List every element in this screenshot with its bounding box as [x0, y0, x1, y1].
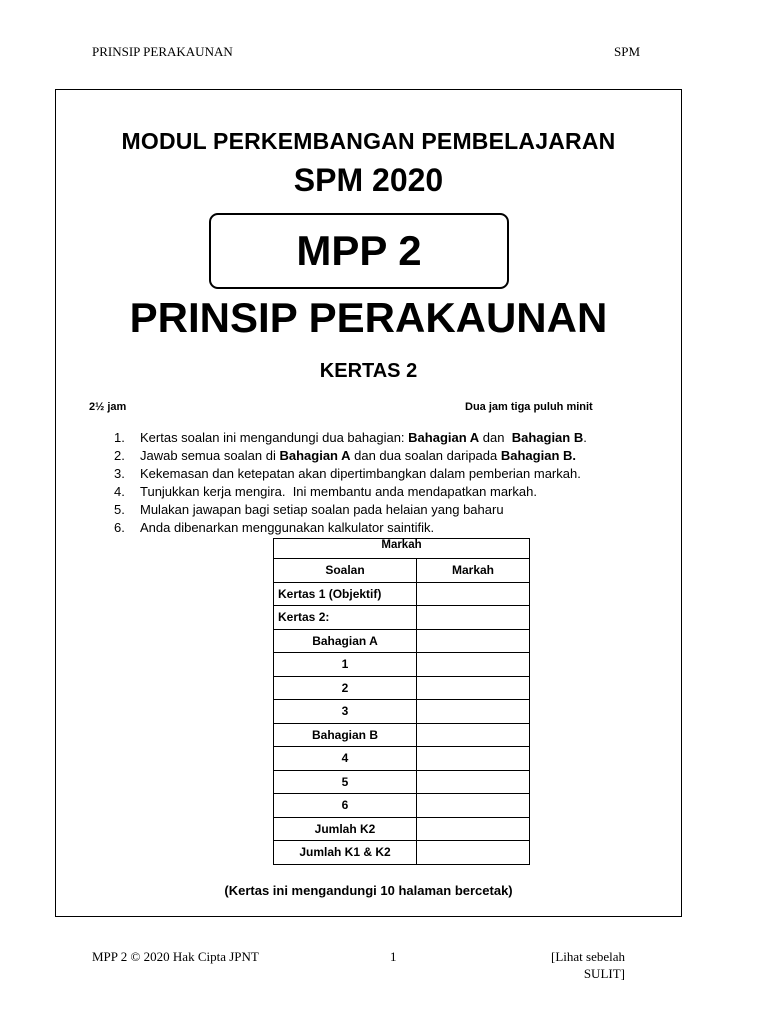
table-row: 5 — [274, 770, 530, 794]
exam-year-title: SPM 2020 — [293, 162, 444, 198]
duration-long: Dua jam tiga puluh minit — [465, 401, 593, 413]
instruction-item: 1. Kertas soalan ini mengandungi dua bahagian: Bahagian A dan Bahagian B. — [114, 430, 587, 445]
marks-cell[interactable] — [417, 629, 530, 653]
footer-copyright: MPP 2 © 2020 Hak Cipta JPNT — [92, 949, 259, 964]
running-header-subject: PRINSIP PERAKAUNAN — [92, 44, 233, 59]
table-row: Kertas 1 (Objektif) — [274, 582, 530, 606]
column-header-question: Soalan — [274, 559, 417, 583]
marks-cell[interactable] — [417, 582, 530, 606]
marks-cell[interactable] — [417, 700, 530, 724]
instruction-item: 4. Tunjukkan kerja mengira. Ini membantu anda mendapatkan markah. — [114, 484, 537, 499]
marks-cell[interactable] — [417, 606, 530, 630]
table-row: 2 — [274, 676, 530, 700]
subject-title: PRINSIP PERAKAUNAN — [129, 294, 608, 341]
footer-turn-over: [Lihat sebelah SULIT] — [551, 949, 625, 981]
table-row: 3 — [274, 700, 530, 724]
marks-cell[interactable] — [417, 817, 530, 841]
table-row: 6 — [274, 794, 530, 818]
page-number: 1 — [390, 949, 397, 964]
table-row: Jumlah K2 — [274, 817, 530, 841]
marks-table-caption: Markah — [274, 539, 530, 559]
paper-title: KERTAS 2 — [319, 360, 418, 382]
running-header-exam: SPM — [614, 44, 641, 59]
table-row: Jumlah K1 & K2 — [274, 841, 530, 865]
instructions-list — [114, 429, 587, 537]
marks-table — [273, 538, 530, 865]
table-row: 4 — [274, 747, 530, 771]
marks-cell[interactable] — [417, 653, 530, 677]
column-header-marks: Markah — [417, 559, 530, 583]
table-row: 1 — [274, 653, 530, 677]
table-row: Bahagian B — [274, 723, 530, 747]
table-row: Kertas 2: — [274, 606, 530, 630]
module-title: MODUL PERKEMBANGAN PEMBELAJARAN — [121, 128, 616, 154]
marks-cell[interactable] — [417, 794, 530, 818]
marks-cell[interactable] — [417, 747, 530, 771]
duration-short: 2½ jam — [89, 401, 127, 413]
instruction-item: 5. Mulakan jawapan bagi setiap soalan pada helaian yang baharu — [114, 502, 504, 517]
instruction-item: 6. Anda dibenarkan menggunakan kalkulator saintifik. — [114, 520, 435, 535]
instruction-item: 2. Jawab semua soalan di Bahagian A dan dua soalan daripada Bahagian B. — [114, 448, 576, 463]
instruction-item: 3. Kekemasan dan ketepatan akan dipertimbangkan dalam pemberian markah. — [114, 466, 581, 481]
page-count-note: (Kertas ini mengandungi 10 halaman bercetak) — [224, 883, 513, 898]
marks-cell[interactable] — [417, 841, 530, 865]
marks-cell[interactable] — [417, 676, 530, 700]
marks-cell[interactable] — [417, 723, 530, 747]
module-number-box: MPP 2 — [209, 213, 509, 289]
marks-cell[interactable] — [417, 770, 530, 794]
table-row: Bahagian A — [274, 629, 530, 653]
cover-frame — [55, 89, 682, 917]
